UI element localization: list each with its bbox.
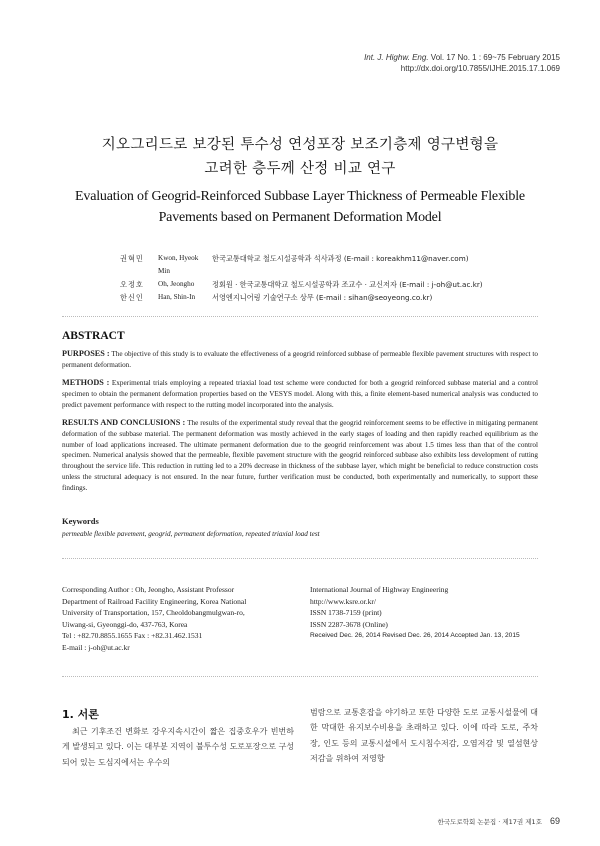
divider	[62, 676, 538, 677]
abstract-purposes	[62, 349, 538, 371]
results-label: RESULTS AND CONCLUSIONS :	[62, 418, 186, 427]
title-korean-line-1: 지오그리드로 보강된 투수성 연성포장 보조기층제 영구변형을	[101, 137, 499, 153]
title-english-line-2: Pavements based on Permanent Deformation Model	[158, 210, 442, 225]
journal-info	[310, 584, 540, 642]
author-affiliation: 정회원 · 한국교통대학교 철도시설공학과 조교수 · 교신저자 (E-mail : j-oh@ut.ac.kr)	[212, 280, 483, 289]
journal-header	[364, 52, 560, 74]
issn-online: ISSN 2287-3678 (Online)	[310, 619, 388, 629]
title-korean-line-2: 고려한 층두께 산정 비교 연구	[204, 161, 396, 177]
journal-issue: Vol. 17 No. 1 : 69~75 February 2015	[430, 53, 560, 62]
received-dates: Received Dec. 26, 2014 Revised Dec. 26, 2014 Accepted Jan. 13, 2015	[310, 632, 520, 640]
page-number: 69	[549, 816, 560, 826]
corresponding-line: Department of Railroad Facility Engineering, Korea National	[62, 596, 247, 606]
abstract-methods	[62, 378, 538, 410]
corresponding-author	[62, 584, 302, 654]
section-heading: 1. 서론	[62, 708, 99, 721]
author-row	[120, 278, 483, 291]
author-affiliation: 한국교통대학교 철도시설공학과 석사과정 (E-mail : koreakhm11@naver.com)	[212, 254, 469, 263]
corresponding-line: Corresponding Author : Oh, Jeongho, Assistant Professor	[62, 585, 235, 594]
footer-journal: 한국도로학회 논문집 · 제17권 제1호	[437, 818, 542, 826]
title-korean	[0, 133, 600, 181]
author-name-en: Kwon, Hyeok Min	[158, 254, 199, 275]
author-row	[120, 291, 483, 304]
author-name-en: Han, Shin-In	[158, 293, 196, 301]
keywords-text: permeable flexible pavement, geogrid, permanent deformation, repeated triaxial load test	[62, 530, 320, 538]
keywords-heading: Keywords	[62, 516, 99, 526]
journal-title: International Journal of Highway Engineering	[310, 585, 449, 594]
author-name-ko: 오정호	[120, 280, 144, 289]
title-english	[0, 186, 600, 228]
corresponding-line: Tel : +82.70.8855.1655 Fax : +82.31.462.1531	[62, 631, 203, 641]
author-list	[120, 252, 483, 304]
abstract-results	[62, 418, 538, 494]
body-column-right: 범람으로 교통혼잡을 야기하고 또한 다양한 도로 교통시설물에 대한 막대한 유지보수비용을 초래하고 있다. 이에 따라 도로, 주차장, 인도 등의 교통시설에서 도시침수저감, 오염저감 및 열섬현상 저감을 위하여 저영향	[310, 708, 538, 764]
author-affiliation: 서영엔지니어링 기술연구소 상무 (E-mail : sihan@seoyeong.co.kr)	[212, 293, 433, 302]
author-name-ko: 권혁민	[120, 254, 144, 263]
purposes-label: PURPOSES :	[62, 349, 110, 358]
issn-print: ISSN 1738-7159 (print)	[310, 608, 382, 618]
author-row	[120, 252, 483, 278]
body-column-left: 최근 기후조건 변화로 강우지속시간이 짧은 집중호우가 빈번하게 발생되고 있다. 이는 대부분 지역이 불투수성 도로포장으로 구성되어 있는 도심지에서는 우수의	[62, 727, 294, 767]
corresponding-line: Uiwang-si, Gyeonggi-do, 437-763, Korea	[62, 619, 188, 629]
page-footer	[438, 816, 560, 826]
author-name-ko: 한신인	[120, 293, 144, 302]
methods-text: Experimental trials employing a repeated triaxial load test scheme were conducted for both a geogrid reinforced subbase material and a control specimen to obtain the permanent deformation properties based on the VESYS model. Along with this, a finite element-based numerical analysis was conducted to predict pavement performance with respect to the rutting model incorporated into the analysis.	[62, 379, 538, 409]
corresponding-email[interactable]: E-mail : j-oh@ut.ac.kr	[62, 642, 130, 652]
results-text: The results of the experimental study reveal that the geogrid reinforcement seems to be effective in mitigating permanent deformation of the subbase material. The permanent deformation was mostly achieved in the early stages of loading and then rapidly reached equilibrium as the number of load applications increased. The ultimate permanent deformation due to the geogrid reinforcement was about 1.5 times less than that of the control specimen. Numerical analysis showed that the permeable, flexible pavement structure with the geogrid reinforced subbase also exhibits less development of rutting throughout the service life. This reduction in rutting led to a 20% decrease in thickness of the subbase layer, which might be beneficial to reduce construction costs unless the structural adequacy is not ensured. In the near future, further verification must be conducted, both experimentally and numerically, to support these findings.	[62, 419, 538, 492]
methods-label: METHODS :	[62, 378, 110, 387]
journal-name: Int. J. Highw. Eng.	[364, 53, 429, 62]
doi-link[interactable]: http://dx.doi.org/10.7855/IJHE.2015.17.1.069	[400, 64, 560, 73]
abstract-heading: ABSTRACT	[62, 330, 125, 342]
corresponding-line: University of Transportation, 157, Cheoldobangmulgwan-ro,	[62, 608, 245, 618]
journal-url[interactable]: http://www.ksre.or.kr/	[310, 596, 376, 606]
divider	[62, 558, 538, 559]
purposes-text: The objective of this study is to evaluate the effectiveness of a geogrid reinforced subbase of permeable flexible pavement structures with respect to permanent deformation.	[62, 350, 538, 369]
divider	[62, 316, 538, 317]
author-name-en: Oh, Jeongho	[158, 280, 195, 288]
title-english-line-1: Evaluation of Geogrid-Reinforced Subbase Layer Thickness of Permeable Flexible	[75, 189, 525, 204]
